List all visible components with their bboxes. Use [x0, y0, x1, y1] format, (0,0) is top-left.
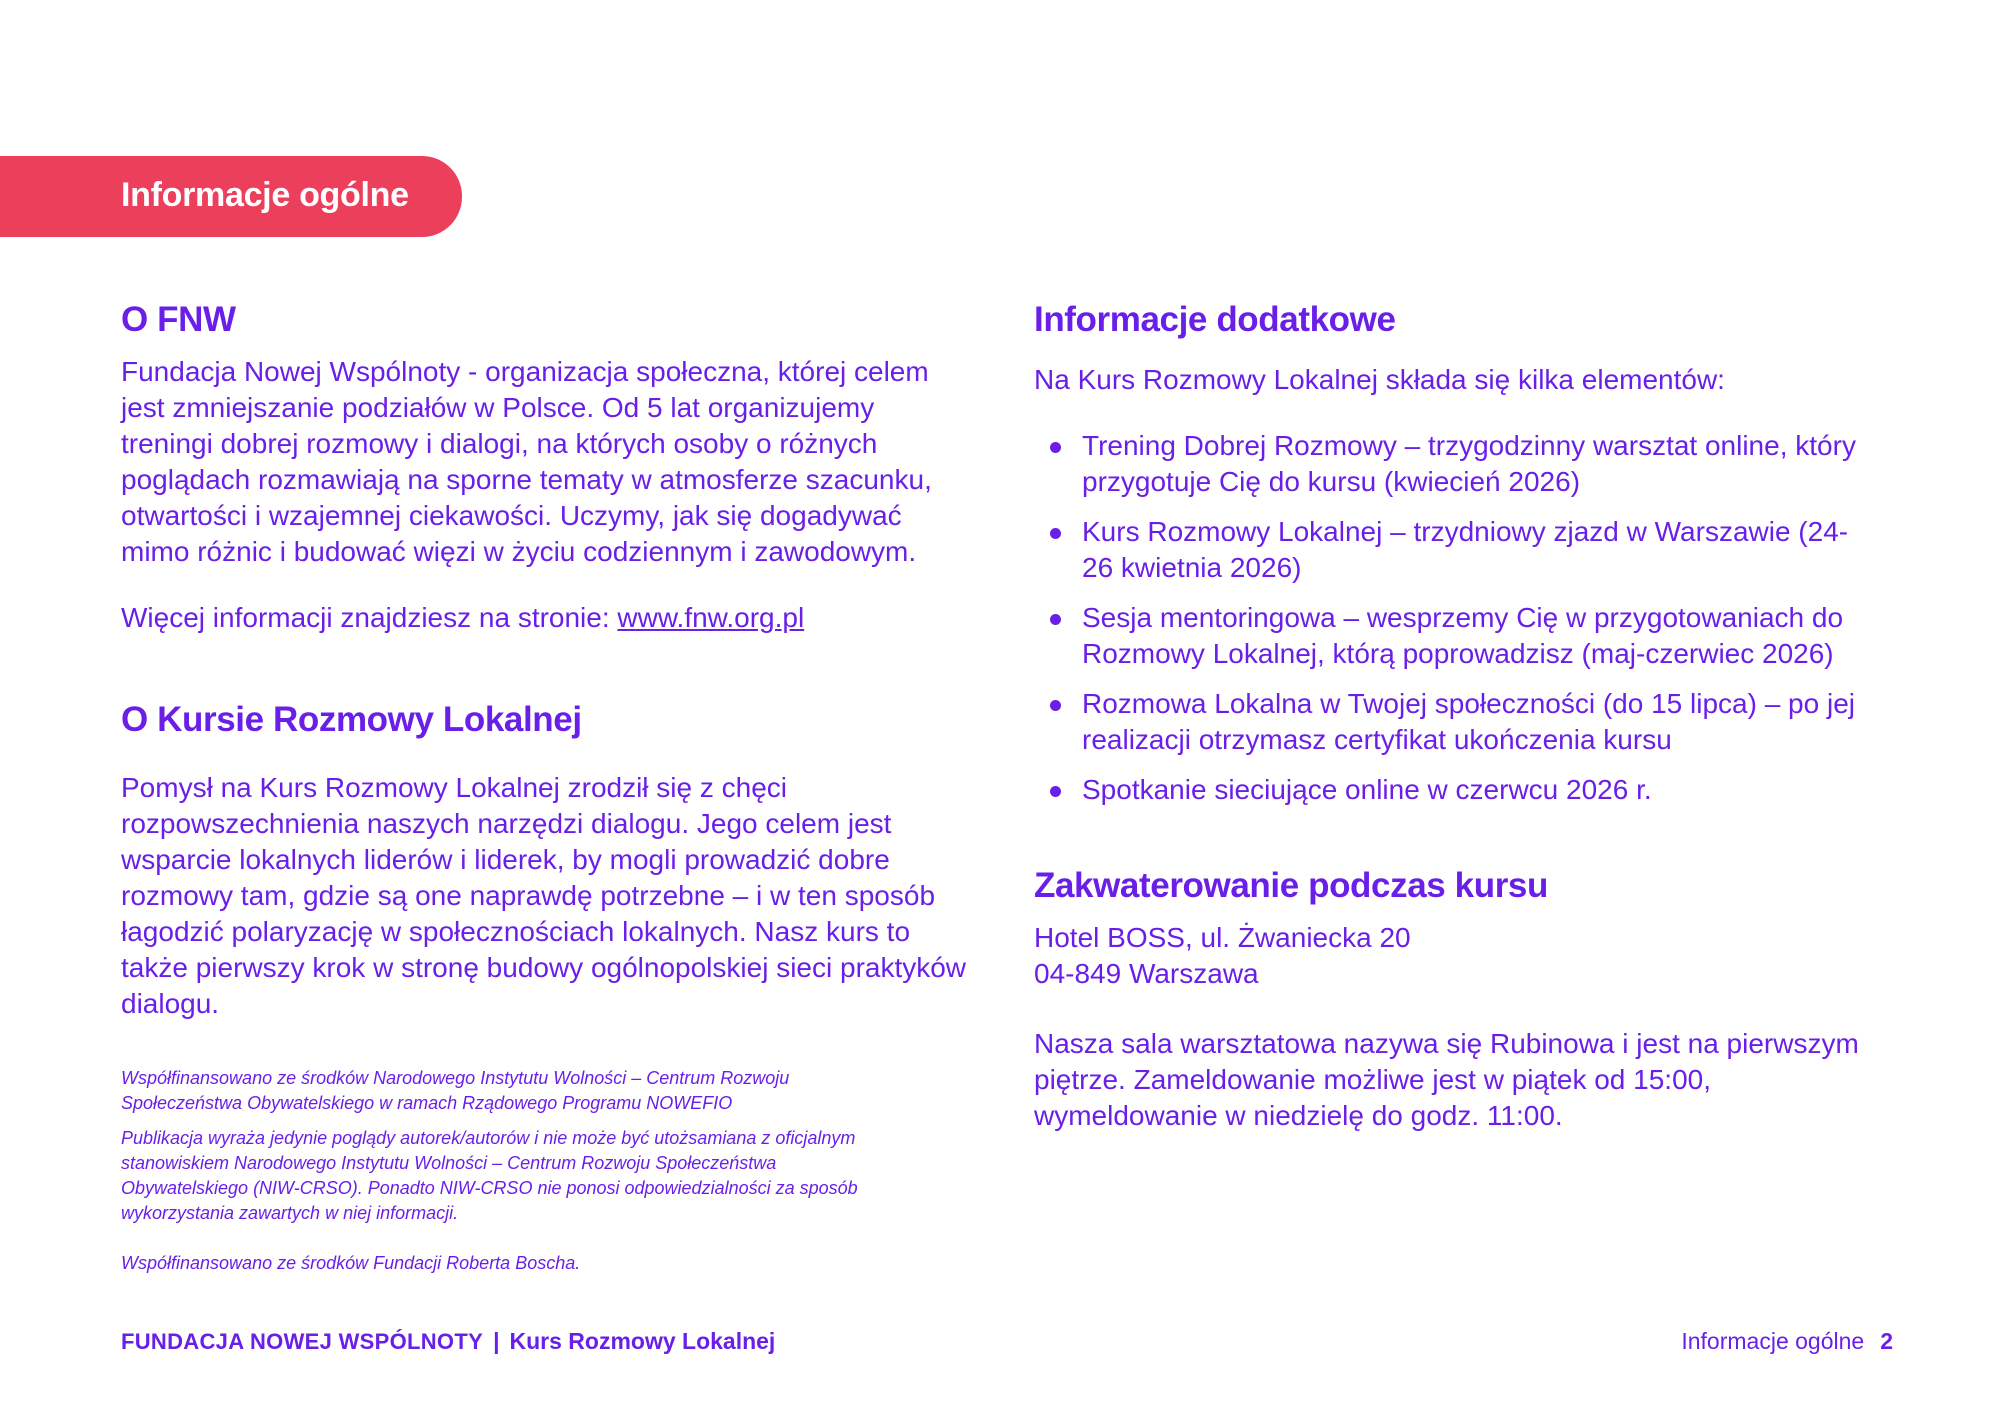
funding-note-1: Współfinansowano ze środków Narodowego Instytutu Wolności – Centrum Rozwoju Społeczeństwa Obywatelskiego w ramach Rządowego Programu NOWEFIO — [121, 1068, 790, 1113]
more-info-text: Więcej informacji znajdziesz na stronie: — [121, 602, 618, 633]
bullet-icon — [1050, 528, 1061, 539]
bullet-icon — [1050, 700, 1061, 711]
course-elements-list — [1034, 428, 1864, 808]
accommodation-note: Nasza sala warsztatowa nazywa się Rubinowa i jest na pierwszym piętrze. Zameldowanie możliwe jest w piątek od 15:00, wymeldowanie w niedzielę do godz. 11:00. — [1034, 1028, 1859, 1131]
footer-course-name: Kurs Rozmowy Lokalnej — [509, 1328, 776, 1354]
additional-info-intro: Na Kurs Rozmowy Lokalnej składa się kilka elementów: — [1034, 364, 1725, 395]
additional-info-heading: Informacje dodatkowe — [1034, 300, 1396, 339]
bullet-icon — [1050, 442, 1061, 453]
accommodation-heading: Zakwaterowanie podczas kursu — [1034, 866, 1548, 905]
funding-note-2: Publikacja wyraża jedynie poglądy autorek/autorów i nie może być utożsamiana z oficjalnym stanowiskiem Narodowego Instytutu Wolności – Centrum Rozwoju Społeczeństwa Obywatelskiego (NIW-CRSO). Ponadto NIW-CRSO nie ponosi odpowiedzialności za sposób wykorzystania zawartych w niej informacji. — [121, 1128, 858, 1223]
footer-separator: | — [493, 1328, 500, 1354]
bullet-icon — [1050, 614, 1061, 625]
about-course-heading: O Kursie Rozmowy Lokalnej — [121, 700, 582, 739]
bullet-icon — [1050, 786, 1061, 797]
page-number: 2 — [1880, 1328, 1893, 1354]
list-item: Sesja mentoringowa – wesprzemy Cię w przygotowaniach do Rozmowy Lokalnej, którą poprowadzisz (maj-czerwiec 2026) — [1034, 600, 1864, 672]
about-course-body: Pomysł na Kurs Rozmowy Lokalnej zrodził się z chęci rozpowszechnienia naszych narzędzi dialogu. Jego celem jest wsparcie lokalnych liderów i liderek, by mogli prowadzić dobre rozmowy tam, gdzie są one naprawdę potrzebne – i w ten sposób łagodzić polaryzację w społecznościach lokalnych. Nasz kurs to także pierwszy krok w stronę budowy ogólnopolskiej sieci praktyków dialogu. — [121, 772, 967, 1019]
footer-section-name: Informacje ogólne — [1681, 1328, 1865, 1354]
footer-right — [1681, 1328, 1893, 1355]
list-item: Kurs Rozmowy Lokalnej – trzydniowy zjazd w Warszawie (24-26 kwietnia 2026) — [1034, 514, 1864, 586]
hotel-address-line-1: Hotel BOSS, ul. Żwaniecka 20 — [1034, 922, 1411, 953]
left-column — [121, 300, 971, 1276]
list-item: Spotkanie sieciujące online w czerwcu 2026 r. — [1034, 772, 1864, 808]
section-tab-label: Informacje ogólne — [121, 176, 409, 214]
more-info-line — [121, 600, 971, 636]
footer-left — [121, 1328, 775, 1355]
list-item: Trening Dobrej Rozmowy – trzygodzinny warsztat online, który przygotuje Cię do kursu (kwiecień 2026) — [1034, 428, 1864, 500]
funding-note-3: Współfinansowano ze środków Fundacji Roberta Boscha. — [121, 1253, 581, 1273]
section-tab — [0, 156, 462, 237]
list-item: Rozmowa Lokalna w Twojej społeczności (do 15 lipca) – po jej realizacji otrzymasz certyfikat ukończenia kursu — [1034, 686, 1864, 758]
about-fnw-body: Fundacja Nowej Wspólnoty - organizacja społeczna, której celem jest zmniejszanie podziałów w Polsce. Od 5 lat organizujemy treningi dobrej rozmowy i dialogi, na których osoby o różnych poglądach rozmawiają na sporne tematy w atmosferze szacunku, otwartości i wzajemnej ciekawości. Uczymy, jak się dogadywać mimo różnic i budować więzi w życiu codziennym i zawodowym. — [121, 356, 932, 567]
hotel-address-line-2: 04-849 Warszawa — [1034, 958, 1259, 989]
foundation-logo: FUNDACJA NOWEJ WSPÓLNOTY — [121, 1329, 484, 1354]
about-fnw-heading: O FNW — [121, 300, 236, 339]
fnw-website-link[interactable]: www.fnw.org.pl — [617, 602, 805, 633]
funding-notes — [121, 1066, 901, 1276]
right-column — [1034, 300, 1934, 1134]
